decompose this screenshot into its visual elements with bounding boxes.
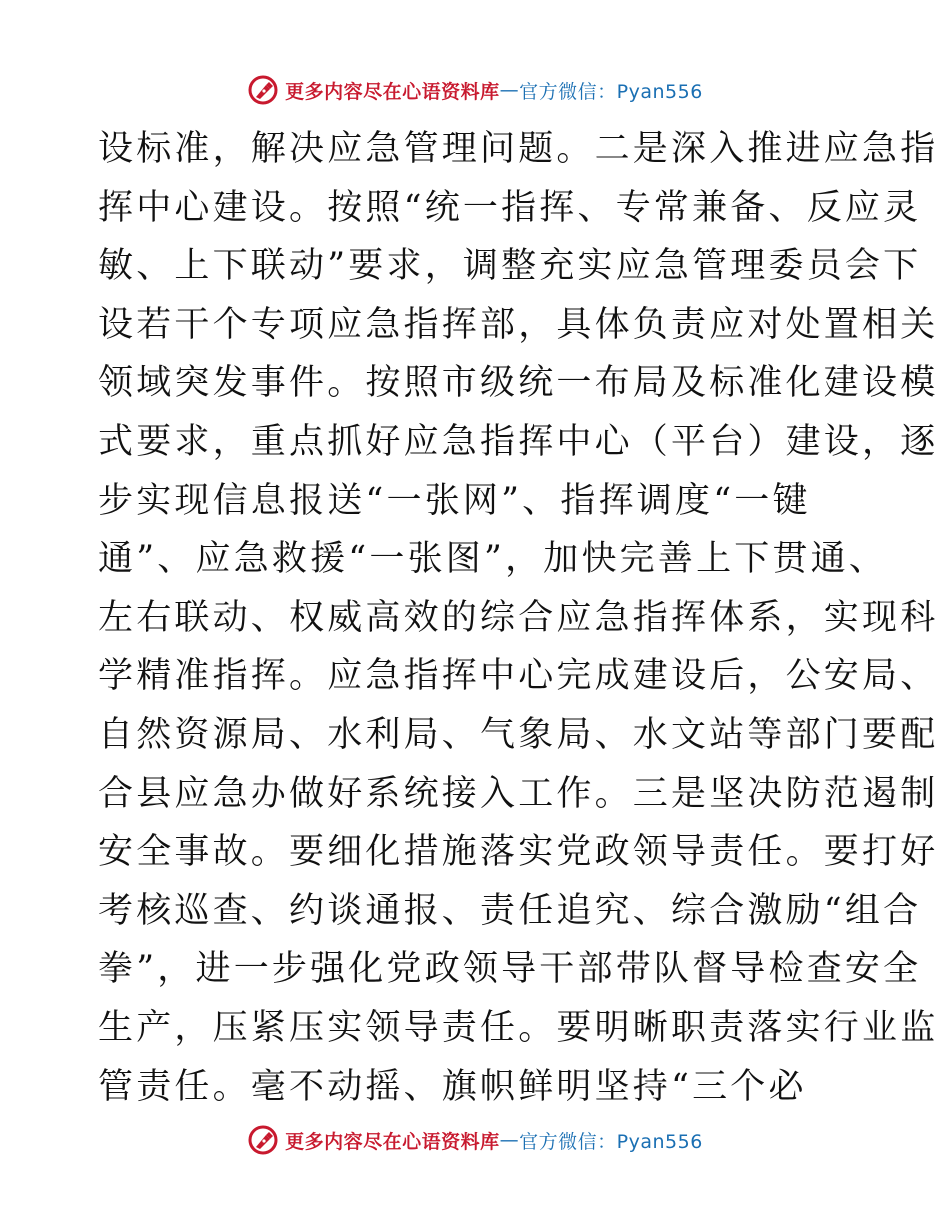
body-line-13: 安全事故。要细化措施落实党政领导责任。要打好: [98, 832, 939, 873]
footer-contact-text: 官方微信：Pyan556: [519, 1130, 703, 1153]
footer-separator: —: [499, 1129, 520, 1151]
body-line-15: 拳”，进一步强化党政领导干部带队督导检查安全: [98, 949, 922, 990]
body-line-8: 通”、应急救援“一张图”，加快完善上下贯通、: [98, 539, 888, 580]
header-contact-text: 官方微信：Pyan556: [519, 80, 703, 103]
footer-promo-text: 更多内容尽在心语资料库: [285, 1130, 500, 1153]
body-line-7: 步实现信息报送“一张网”、指挥调度“一键: [98, 480, 811, 521]
header-promo-text: 更多内容尽在心语资料库: [285, 80, 500, 103]
body-line-10: 学精准指挥。应急指挥中心完成建设后，公安局、: [98, 656, 939, 697]
body-line-11: 自然资源局、水利局、气象局、水文站等部门要配: [98, 714, 939, 755]
header-separator: —: [499, 79, 520, 101]
pen-nib-icon: [247, 74, 279, 106]
body-line-3: 敏、上下联动”要求，调整充实应急管理委员会下: [98, 246, 922, 287]
body-line-16: 生产，压紧压实领导责任。要明晰职责落实行业监: [98, 1007, 939, 1048]
pen-nib-icon: [247, 1124, 279, 1156]
header-watermark: [0, 70, 950, 110]
body-line-1: 设标准，解决应急管理问题。二是深入推进应急指: [98, 129, 939, 169]
footer-watermark: [0, 1120, 950, 1160]
body-line-4: 设若干个专项应急指挥部，具体负责应对处置相关: [98, 304, 939, 345]
body-line-5: 领域突发事件。按照市级统一布局及标准化建设模: [98, 363, 939, 404]
body-line-14: 考核巡查、约谈通报、责任追究、综合激励“组合: [98, 890, 922, 931]
body-line-2: 挥中心建设。按照“统一指挥、专常兼备、反应灵: [98, 187, 922, 228]
body-line-6: 式要求，重点抓好应急指挥中心（平台）建设，逐: [98, 421, 939, 462]
document-body: [98, 120, 939, 1116]
body-line-17: 管责任。毫不动摇、旗帜鲜明坚持“三个必: [98, 1066, 807, 1107]
body-line-12: 合县应急办做好系统接入工作。三是坚决防范遏制: [98, 773, 939, 814]
body-line-9: 左右联动、权威高效的综合应急指挥体系，实现科: [98, 597, 939, 638]
